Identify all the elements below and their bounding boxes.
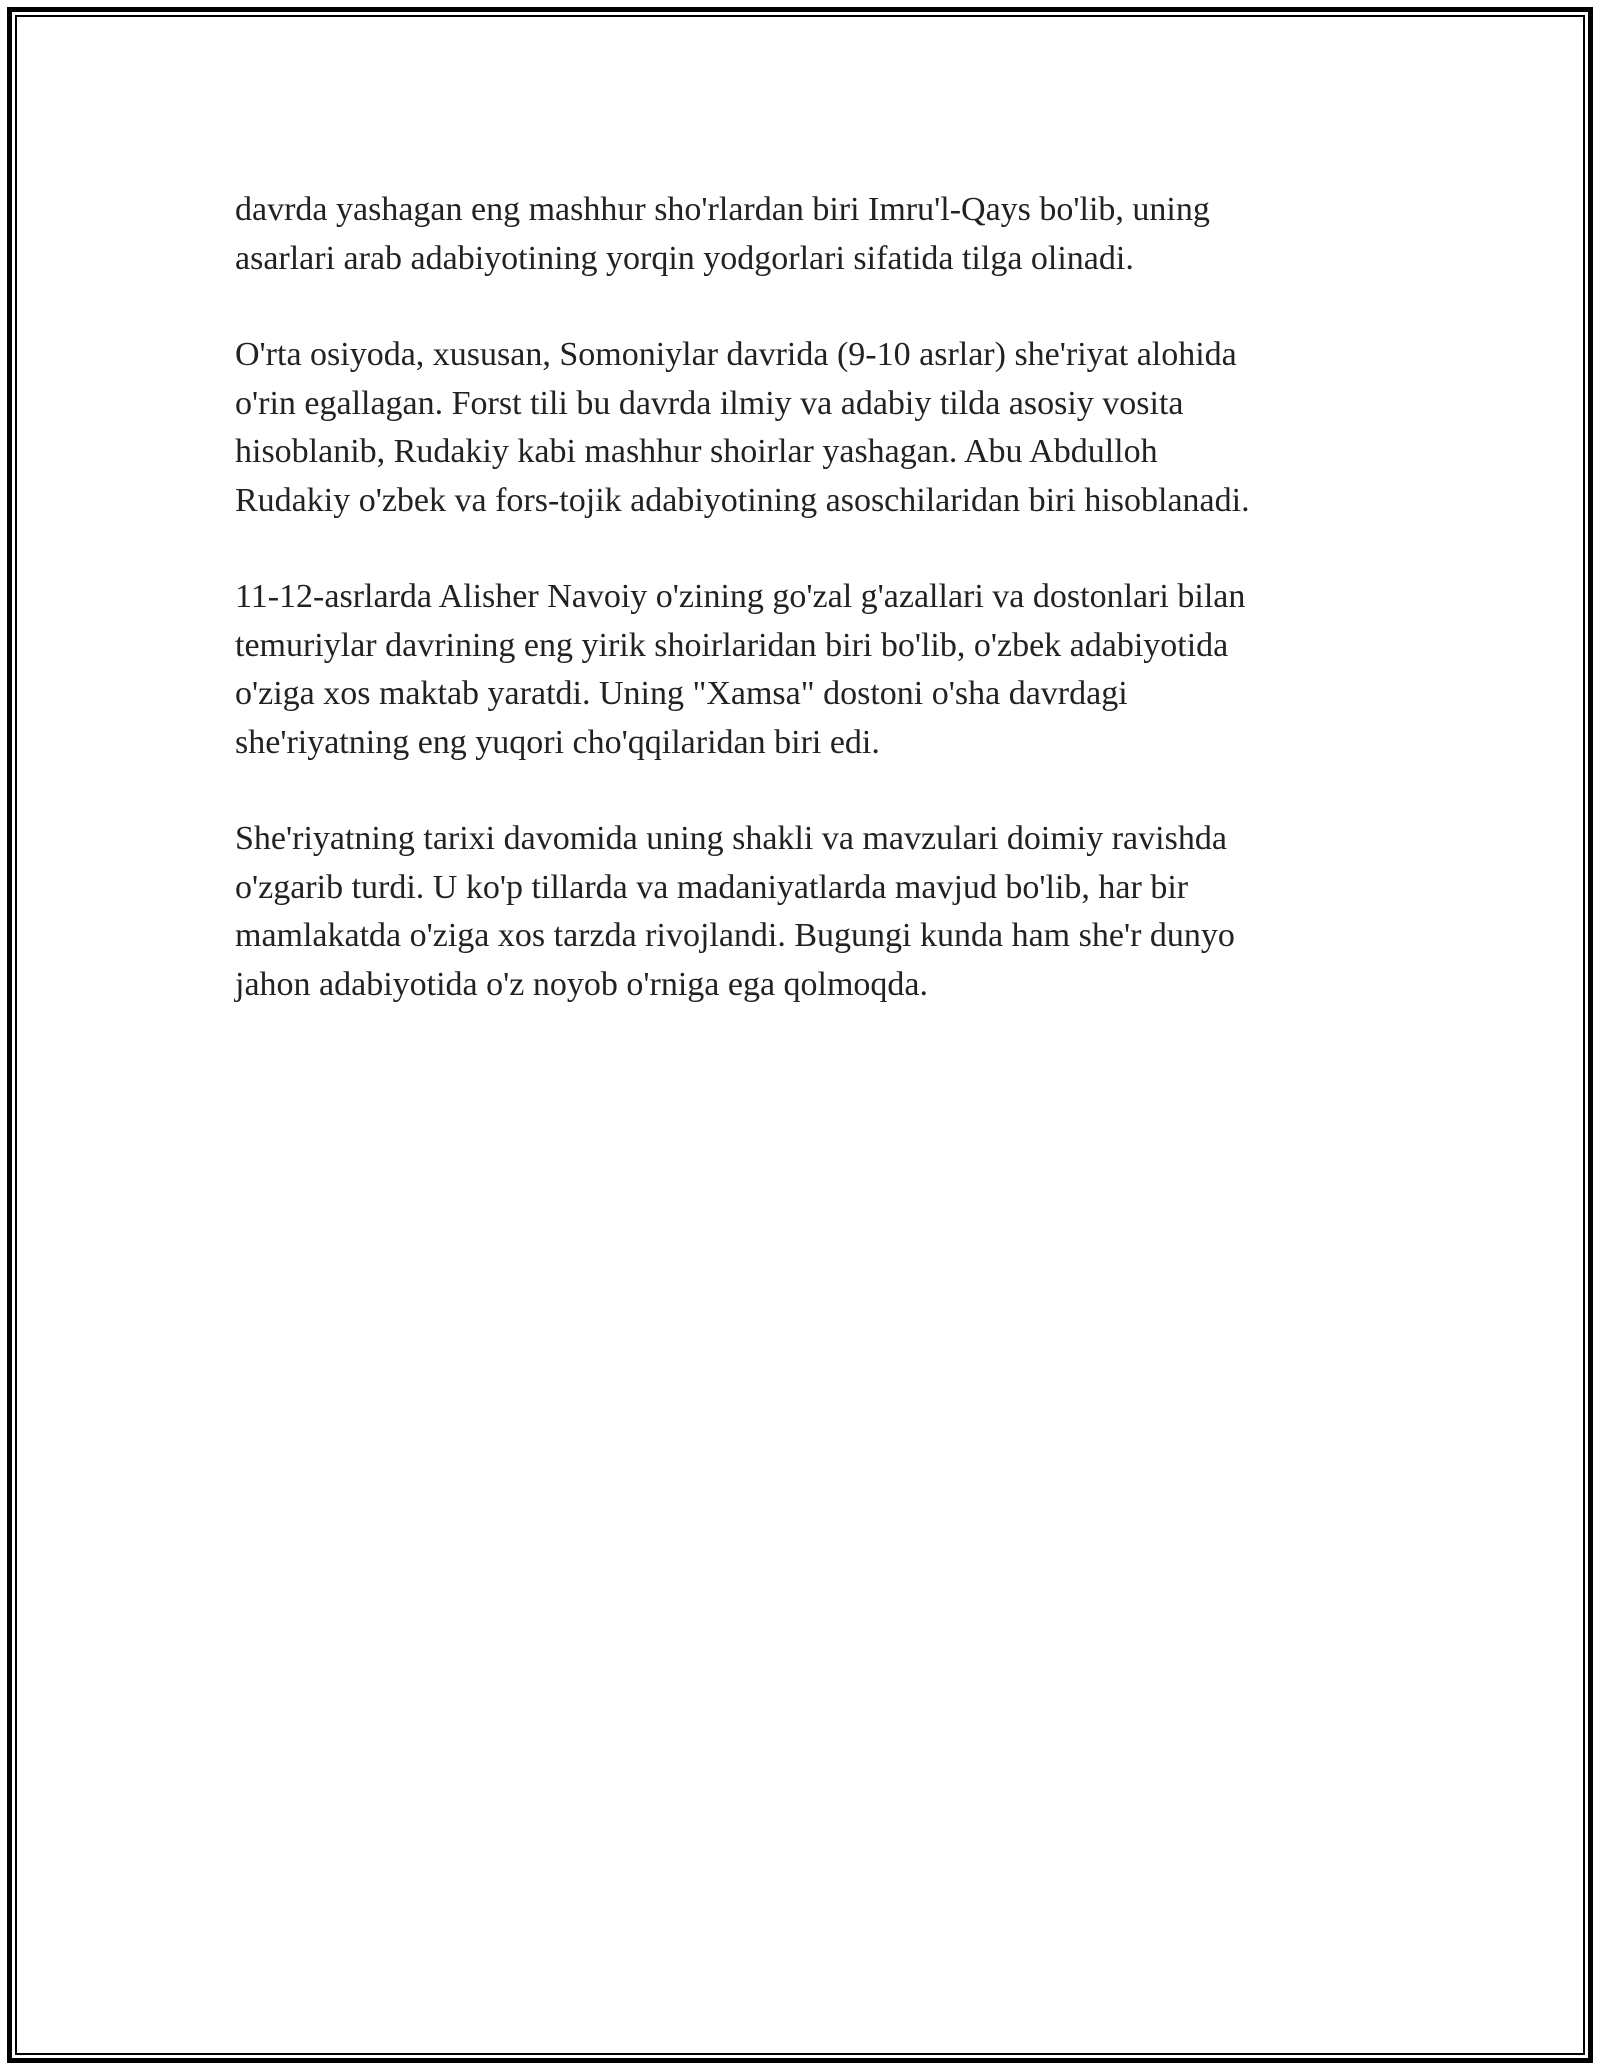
paragraph-4 bbox=[235, 815, 1355, 1009]
text-line: asarlari arab adabiyotining yorqin yodgorlari sifatida tilga olinadi. bbox=[235, 239, 1134, 277]
text-line: o'zgarib turdi. U ko'p tillarda va madaniyatlarda mavjud bo'lib, har bir bbox=[235, 868, 1189, 906]
paragraph-2 bbox=[235, 331, 1355, 525]
text-line: hisoblanib, Rudakiy kabi mashhur shoirlar yashagan. Abu Abdulloh bbox=[235, 433, 1158, 470]
text-line: Rudakiy o'zbek va fors-tojik adabiyotining asoschilaridan biri hisoblanadi. bbox=[235, 481, 1250, 519]
text-line: temuriylar davrining eng yirik shoirlaridan biri bo'lib, o'zbek adabiyotida bbox=[235, 626, 1229, 664]
text-line: mamlakatda o'ziga xos tarzda rivojlandi. Bugungi kunda ham she'r dunyo bbox=[235, 917, 1235, 954]
text-line: She'riyatning tarixi davomida uning shakli va mavzulari doimiy ravishda bbox=[235, 820, 1227, 857]
text-line: davrda yashagan eng mashhur sho'rlardan biri Imru'l-Qays bo'lib, uning bbox=[235, 191, 1210, 228]
text-line: she'riyatning eng yuqori cho'qqilaridan biri edi. bbox=[235, 723, 880, 761]
paragraph-3 bbox=[235, 573, 1355, 767]
document-body bbox=[235, 186, 1355, 1057]
paragraph-1 bbox=[235, 186, 1355, 283]
text-line: jahon adabiyotida o'z noyob o'rniga ega qolmoqda. bbox=[235, 965, 929, 1003]
text-line: o'rin egallagan. Forst tili bu davrda ilmiy va adabiy tilda asosiy vosita bbox=[235, 384, 1184, 422]
text-line: 11-12-asrlarda Alisher Navoiy o'zining go'zal g'azallari va dostonlari bilan bbox=[235, 578, 1246, 615]
text-line: O'rta osiyoda, xususan, Somoniylar davrida (9-10 asrlar) she'riyat alohida bbox=[235, 336, 1237, 373]
text-line: o'ziga xos maktab yaratdi. Uning "Xamsa" dostoni o'sha davrdagi bbox=[235, 675, 1128, 712]
